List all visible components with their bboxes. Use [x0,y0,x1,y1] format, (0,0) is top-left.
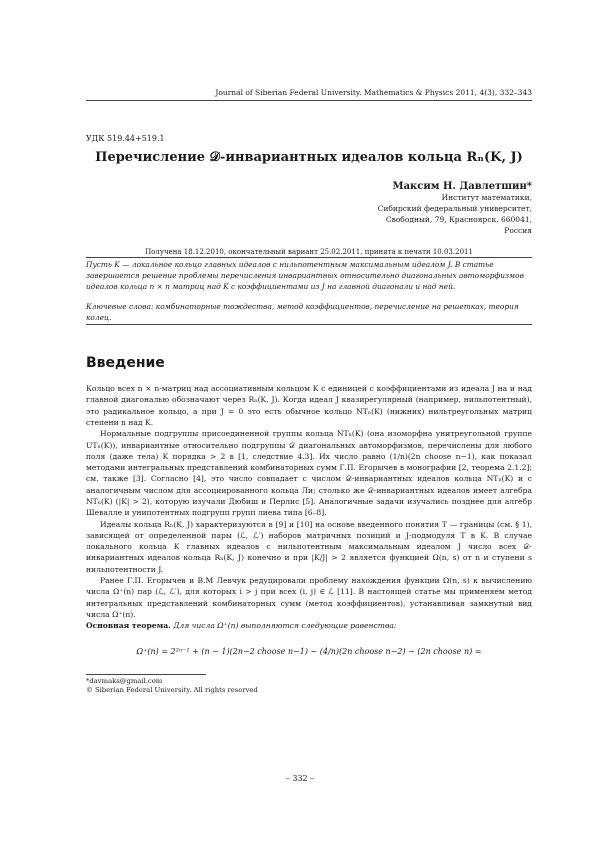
abstract-bottom-rule [86,324,532,325]
affiliation-line: Свободный, 79, Красноярск, 660041, [385,215,532,224]
affiliation-line: Россия [504,226,532,235]
main-theorem [86,620,532,631]
received-dates: Получена 18.12.2010, окончательный вариант 25.02.2011, принята к печати 10.03.2011 [145,248,473,256]
page-number: – 332 – [285,774,315,783]
abstract: Пусть K — локальное кольцо главных идеалов с нильпотентным максимальным идеалом J. В статье завершается решение проблемы перечисления инвариантных относительно диагональных автоморфизмов идеалов кольца n × n матриц над K с коэффициентами из J на главной диагонали и над ней. [86,260,524,292]
paragraph: Идеалы кольца Rₙ(K, J) характеризуются в [9] и [10] на основе введенного понятия T — границы (см. § 1), зависящей от определенной пары (ℒ, ℒ′) наборов матричных позиций и J-подмодуля T в K. В случае локального кольца K главных идеалов с нильпотентным максимальным идеалом J число всех 𝒟-инвариантных идеалов кольца Rₙ(K, J) конечно и при |K/J| > 2 является функцией Ω(n, s) от n и ступени s нильпотентности J. [86,519,532,574]
paper-title: Перечисление 𝒟-инвариантных идеалов кольца Rₙ(K, J) [95,150,523,165]
udc-code: УДК 519.44+519.1 [86,134,165,143]
affiliation-line: Сибирский федеральный университет, [377,204,532,213]
footnote-email: *davmaks@gmail.com [86,676,163,685]
formula: Ω⁺(n) = 2²ⁿ⁻¹ + (n − 1)(2n−2 choose n−1) − (4/n)(2n choose n−2) − (2n choose n) = [136,646,482,656]
paragraph: Ранее Г.П. Егорычев и В.М Левчук редуцировали проблему нахождения функции Ω(n, s) к вычислению числа Ω⁺(n) пар (ℒ, ℒ′), для которых i > j при всех (i, j) ∈ ℒ [11]. В настоящей статье мы применяем метод интегральных представлений комбинаторных сумм (метод коэффициентов), устанавливая замкнутый вид числа Ω⁺(n). [86,576,532,619]
body-text [86,383,532,632]
paragraph: Кольцо всех n × n-матриц над ассоциативным кольцом K с единицей с коэффициентами из идеала J на и над главной диагональю обозначают через Rₙ(K, J). Когда идеал J квазирегулярный (например, нильпотентный), это радикальное кольцо, а при J = 0 это есть обычное кольцо NTₙ(K) (нижних) нильтреугольных матриц степени n над K. [86,384,532,427]
theorem-heading: Основная теорема. [86,621,171,631]
journal-header: Journal of Siberian Federal University. Mathematics & Physics 2011, 4(3), 332–343 [215,88,532,97]
footnote-rule [86,674,206,675]
footnote-copyright: © Siberian Federal University. All rights reserved [86,685,258,694]
paragraph: Нормальные подгруппы присоединенной группы кольца NTₙ(K) (она изоморфна унитреугольной группе UTₙ(K)), инвариантные относительно подгруппы 𝒟 диагональных автоморфизмов, перечислены для любого поля (даже тела) K порядка > 2 в [1, следствие 4.3]. Их число равно (1/n)(2n choose n−1), как показал методами интегральных представлений комбинаторных сумм Г.П. Егорычев в монографии [2, теорема 2.1.2]; см. также [3]. Согласно [4], это число совпадает с числом 𝒟-инвариантных идеалов кольца NTₙ(K) и с аналогичным числом для ассоциированного кольца Ли; столько же 𝒟-инвариантных идеалов имеет алгебра NTₙ(K) (|K| > 2), которую изучали Дюбиш и Перлис [5]. Аналогичные задачи изучались позднее для алгебр Шевалле и унипотентных подгрупп групп лиева типа [6–8]. [86,429,532,518]
keywords: Ключевые слова: комбинаторные тождества, метод коэффициентов, перечисление на решетках, теория колец. [86,301,519,322]
section-heading: Введение [86,355,165,372]
affiliation-line: Институт математики, [441,193,532,202]
header-rule [86,100,532,101]
author-block [86,181,532,236]
author-name: Максим Н. Давлетшин* [392,181,532,192]
theorem-statement: Для числа Ω⁺(n) выполняются следующие равенства: [173,621,397,631]
